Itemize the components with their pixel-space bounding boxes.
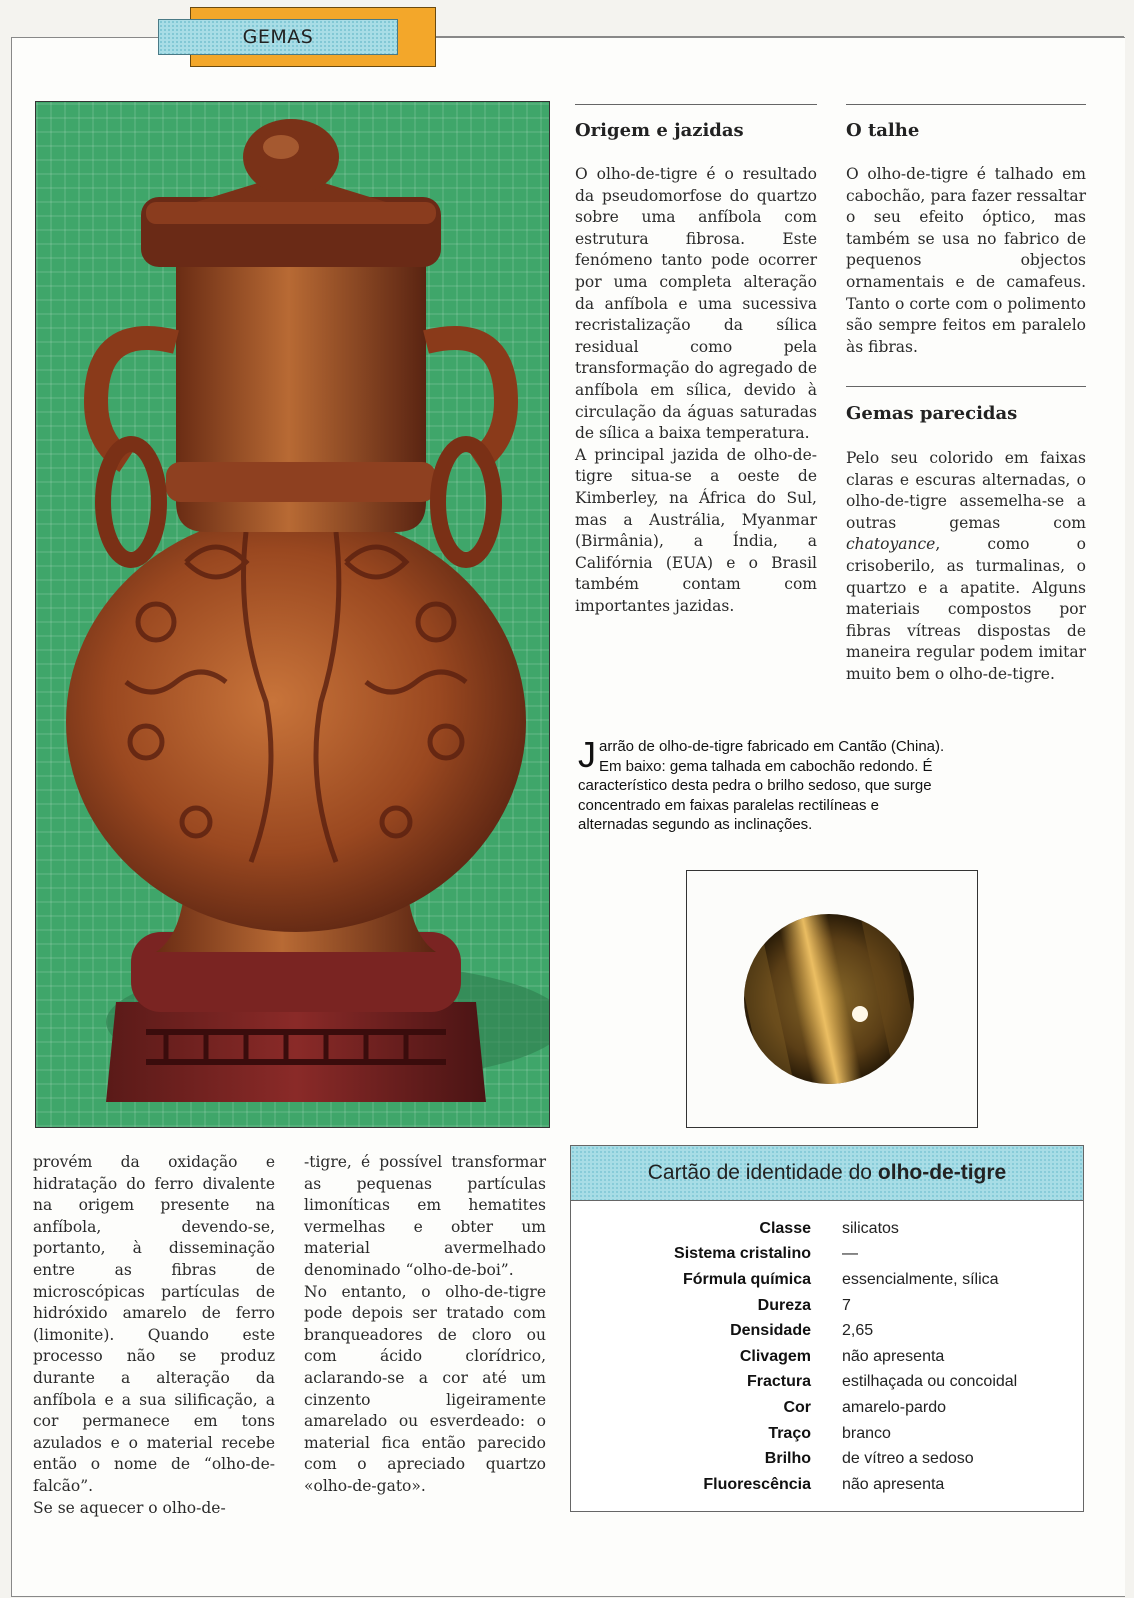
caption-dropcap: J [578, 734, 596, 775]
table-row [571, 1344, 1083, 1370]
heading-origem: Origem e jazidas [575, 120, 744, 141]
table-row [571, 1421, 1083, 1447]
section-tab-label: GEMAS [242, 26, 314, 48]
row-label: Brilho [764, 1450, 811, 1468]
heading-talhe: O talhe [846, 120, 920, 141]
parecidas-text-a: Pelo seu colorido em faixas claras e escuras alternadas, o olho-de-tigre assemelha-se a outras gemas com [846, 449, 1086, 532]
tiger-eye-cabochon-illustration [687, 871, 977, 1127]
origem-text [575, 164, 817, 617]
heading-parecidas: Gemas parecidas [846, 403, 1018, 424]
row-label: Dureza [757, 1296, 811, 1314]
rule-parecidas [846, 386, 1086, 387]
origem-paragraph-1: O olho-de-tigre é o resultado da pseudomorfose do quartzo sobre uma anfíbola com estrutura fibrosa. Este fenómeno tanto pode ocorrer por uma completa alteração da anfíbola e uma sucessiva recristalização da sílica residual como pela transformação do agregado de anfíbola em sílica, devido à circulação da águas saturadas de sílica a baixa temperatura. [575, 165, 817, 443]
table-row [571, 1293, 1083, 1319]
row-value: 7 [842, 1296, 851, 1314]
table-row [571, 1242, 1083, 1268]
table-row [571, 1318, 1083, 1344]
parecidas-text-b: , como o crisoberilo, as turmalinas, o quartzo e a apatite. Alguns materiais compostos por fibras vítreas dispostas de maneira regular podem imitar muito bem o olho-de-tigre. [846, 535, 1086, 683]
row-value: amarelo-pardo [842, 1398, 947, 1416]
identity-card-title [571, 1146, 1083, 1201]
rule-origem [575, 104, 817, 105]
identity-card [570, 1145, 1084, 1512]
caption-text: arrão de olho-de-tigre fabricado em Cantão (China). Em baixo: gema talhada em cabochão redondo. É característico desta pedra o brilho sedoso, que surge concentrado em faixas paralelas rectilíneas e alternadas segundo as inclinações. [578, 738, 945, 833]
parecidas-text [846, 448, 1086, 686]
tiger-eye-vase-illustration [36, 102, 549, 1127]
row-label: Densidade [730, 1322, 811, 1340]
row-value: branco [842, 1424, 891, 1442]
row-label: Fluorescência [703, 1475, 811, 1493]
row-label: Clivagem [739, 1347, 811, 1365]
row-value: — [842, 1245, 858, 1263]
row-value: de vítreo a sedoso [842, 1450, 974, 1468]
row-label: Sistema cristalino [674, 1245, 811, 1263]
row-label: Cor [783, 1398, 811, 1416]
rule-talhe [846, 104, 1086, 105]
row-value: essencialmente, sílica [842, 1270, 999, 1288]
identity-table [571, 1216, 1083, 1498]
row-value: não apresenta [842, 1475, 945, 1493]
talhe-text: O olho-de-tigre é talhado em cabochão, para fazer ressaltar o seu efeito óptico, mas também se usa no fabrico de pequenos objectos ornamentais e de camafeus. Tanto o corte com o polimento são sempre feitos em paralelo às fibras. [846, 165, 1086, 356]
vase-photo [35, 101, 550, 1128]
bottom-column-2: -tigre, é possível transformar as pequenas partículas limoníticas em hematites vermelhas e obter um material avermelhado denominado “olho-de-boi”. No entanto, o olho-de-tigre pode depois ser tratado com branqueadores de cloro ou com ácido clorídrico, aclarando-se a cor até um cinzento ligeiramente amarelado ou esverdeado: o material fica então parecido com o apreciado quartzo «olho-de-gato». [304, 1153, 546, 1495]
parecidas-text-italic: chatoyance [846, 535, 936, 554]
top-border-line [434, 36, 1124, 37]
row-label: Classe [759, 1219, 811, 1237]
table-row [571, 1267, 1083, 1293]
bottom-column-1: provém da oxidação e hidratação do ferro divalente na origem presente na anfíbola, devendo-se, portanto, à disseminação entre as fibras de microscópicas partículas de hidróxido amarelo de ferro (limonite). Quando este processo não se produz durante a alteração da anfíbola e a sua silificação, a cor permanece em tons azulados e o material recebe então o nome de “olho-de-falcão”. Se se aquecer o olho-de- [33, 1153, 275, 1517]
identity-card-title-bold: olho-de-tigre [877, 1161, 1007, 1184]
row-value: 2,65 [842, 1322, 874, 1340]
table-row [571, 1370, 1083, 1396]
row-value: silicatos [842, 1219, 899, 1237]
origem-paragraph-2: A principal jazida de olho-de-tigre situa-se a oeste de Kimberley, na África do Sul, mas a Austrália, Myanmar (Birmânia), a Índia, a Califórnia (EUA) e o Brasil também contam com importantes jazidas. [575, 445, 817, 615]
row-value: não apresenta [842, 1347, 945, 1365]
row-label: Traço [768, 1424, 811, 1442]
row-value: estilhaçada ou concoidal [842, 1373, 1018, 1391]
section-tab [158, 19, 398, 55]
table-row [571, 1216, 1083, 1242]
cabochon-photo [686, 870, 978, 1128]
row-label: Fractura [746, 1373, 811, 1391]
table-row [571, 1446, 1083, 1472]
row-label: Fórmula química [682, 1270, 811, 1288]
table-row [571, 1472, 1083, 1498]
identity-card-title-prefix: Cartão de identidade do [647, 1161, 872, 1184]
photo-caption [578, 734, 950, 835]
table-row [571, 1395, 1083, 1421]
